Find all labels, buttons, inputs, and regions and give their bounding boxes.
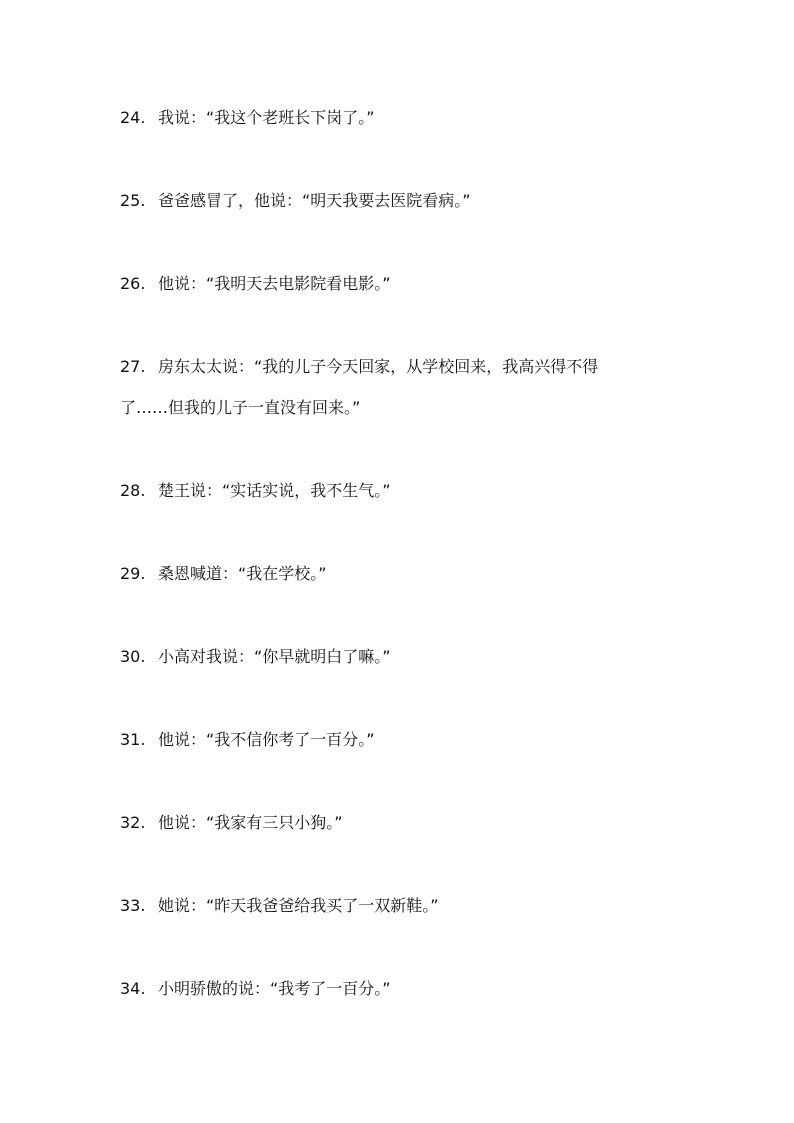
item-number: 33. <box>120 896 146 915</box>
list-item <box>120 811 700 835</box>
item-text: 小明骄傲的说：“我考了一百分。” <box>158 979 391 998</box>
item-number: 24. <box>120 108 146 127</box>
list-item <box>120 479 700 503</box>
item-text: 我说：“我这个老班长下岗了。” <box>158 108 375 127</box>
item-text: 爸爸感冒了，他说：“明天我要去医院看病。” <box>158 191 471 210</box>
item-text-continuation: 了……但我的儿子一直没有回来。” <box>120 398 361 417</box>
item-text: 他说：“我明天去电影院看电影。” <box>158 274 391 293</box>
list-item <box>120 272 700 296</box>
list-item <box>120 562 700 586</box>
item-number: 25. <box>120 191 146 210</box>
item-number: 31. <box>120 730 146 749</box>
list-item <box>120 894 700 918</box>
item-number: 29. <box>120 564 146 583</box>
item-number: 26. <box>120 274 146 293</box>
item-number: 27. <box>120 357 146 376</box>
list-item <box>120 728 700 752</box>
item-text: 桑恩喊道：“我在学校。” <box>158 564 327 583</box>
item-text: 他说：“我家有三只小狗。” <box>158 813 343 832</box>
list-item <box>120 106 700 130</box>
list-item <box>120 645 700 669</box>
item-number: 30. <box>120 647 146 666</box>
item-number: 28. <box>120 481 146 500</box>
list-item-continuation <box>120 396 700 420</box>
list-item <box>120 355 700 379</box>
item-number: 34. <box>120 979 146 998</box>
item-text: 他说：“我不信你考了一百分。” <box>158 730 375 749</box>
item-text: 楚王说：“实话实说，我不生气。” <box>158 481 391 500</box>
item-number: 32. <box>120 813 146 832</box>
item-text: 房东太太说：“我的儿子今天回家，从学校回来，我高兴得不得 <box>158 357 599 376</box>
list-item <box>120 977 700 1001</box>
item-text: 小高对我说：“你早就明白了嘛。” <box>158 647 391 666</box>
list-item <box>120 189 700 213</box>
item-text: 她说：“昨天我爸爸给我买了一双新鞋。” <box>158 896 439 915</box>
